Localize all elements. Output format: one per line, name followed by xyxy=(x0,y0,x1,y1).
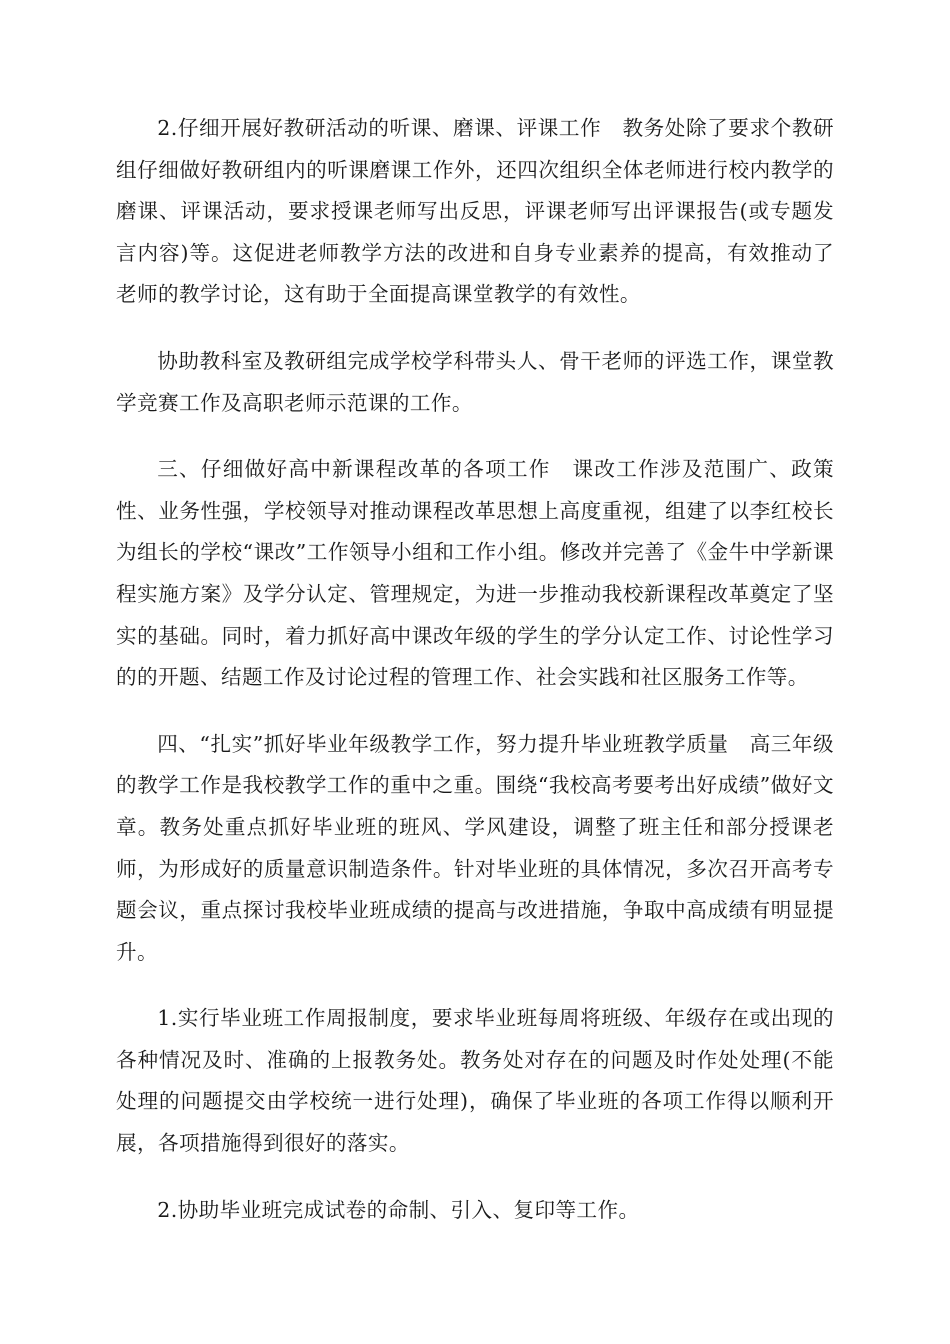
document-body xyxy=(116,108,834,1256)
paragraph-curriculum-reform: 三、仔细做好高中新课程改革的各项工作 课改工作涉及范围广、政策性、业务性强，学校领导对推动课程改革思想上高度重视，组建了以李红校长为组长的学校“课改”工作领导小组和工作小组。修改并完善了《金牛中学新课程实施方案》及学分认定、管理规定，为进一步推动我校新课程改革奠定了坚实的基础。同时，着力抓好高中课改年级的学生的学分认定工作、讨论性学习的的开题、结题工作及讨论过程的管理工作、社会实践和社区服务工作等。 xyxy=(116,457,834,690)
paragraph-teacher-selection: 协助教科室及教研组完成学校学科带头人、骨干老师的评选工作，课堂教学竞赛工作及高职老师示范课的工作。 xyxy=(116,348,834,415)
paragraph-graduating-class: 四、“扎实”抓好毕业年级教学工作，努力提升毕业班教学质量 高三年级的教学工作是我校教学工作的重中之重。围绕“我校高考要考出好成绩”做好文章。教务处重点抓好毕业班的班风、学风建设，调整了班主任和部分授课老师，为形成好的质量意识制造条件。针对毕业班的具体情况，多次召开高考专题会议，重点探讨我校毕业班成绩的提高与改进措施，争取中高成绩有明显提升。 xyxy=(116,731,834,964)
paragraph-lesson-review: 2.仔细开展好教研活动的听课、磨课、评课工作 教务处除了要求个教研组仔细做好教研组内的听课磨课工作外，还四次组织全体老师进行校内教学的磨课、评课活动，要求授课老师写出反思，评课老师写出评课报告(或专题发言内容)等。这促进老师教学方法的改进和自身专业素养的提高，有效推动了老师的教学讨论，这有助于全面提高课堂教学的有效性。 xyxy=(116,116,834,307)
paragraph-exam-papers: 2.协助毕业班完成试卷的命制、引入、复印等工作。 xyxy=(157,1197,640,1222)
paragraph-weekly-report: 1.实行毕业班工作周报制度，要求毕业班每周将班级、年级存在或出现的各种情况及时、准确的上报教务处。教务处对存在的问题及时作处处理(不能处理的问题提交由学校统一进行处理)，确保了毕业班的各项工作得以顺利开展，各项措施得到很好的落实。 xyxy=(116,1006,834,1156)
